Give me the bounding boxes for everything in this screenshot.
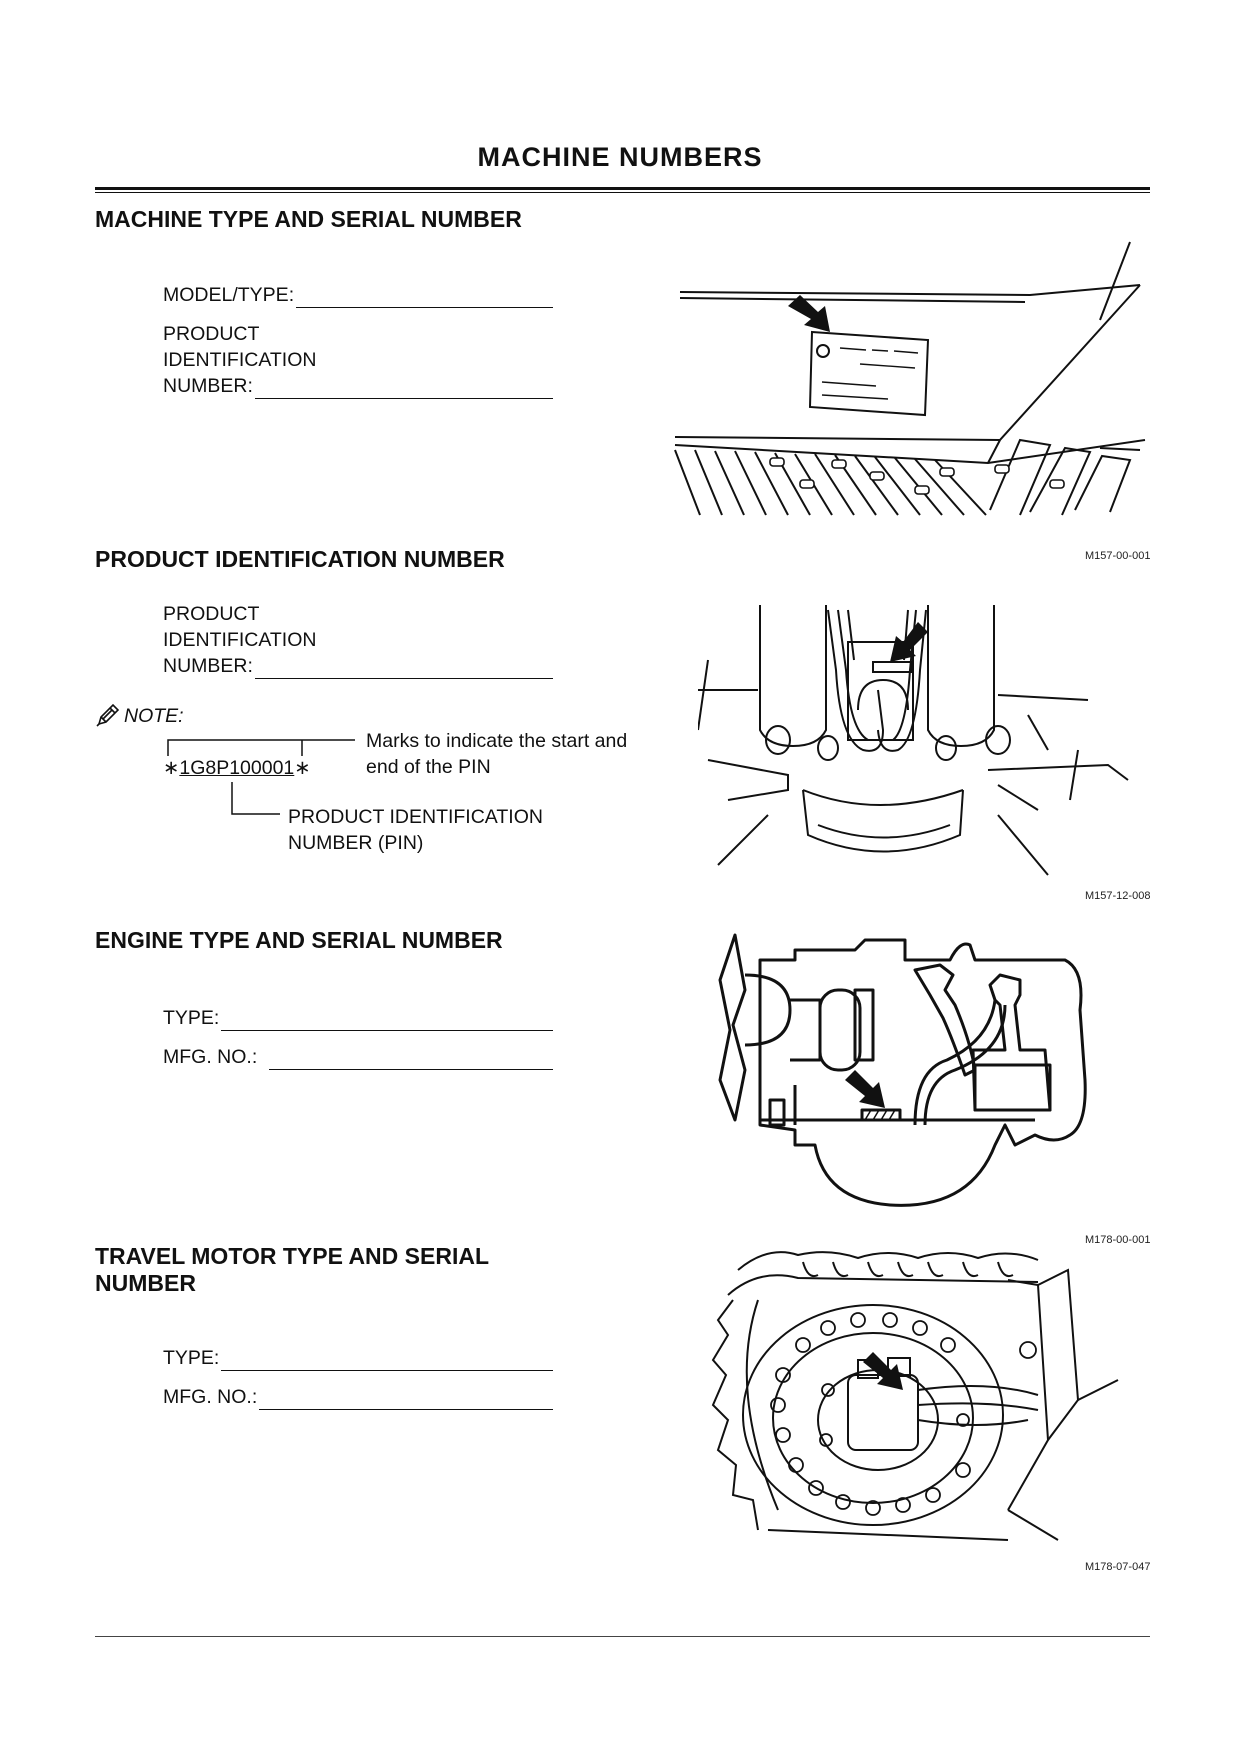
motor-mfg-field[interactable] <box>163 1384 553 1410</box>
section-heading-engine: ENGINE TYPE AND SERIAL NUMBER <box>95 927 503 953</box>
page-title: MACHINE NUMBERS <box>477 142 763 172</box>
pin-example-value: 1G8P100001 <box>179 757 295 779</box>
motor-type-blank[interactable] <box>221 1350 553 1371</box>
figure-engine <box>715 930 1095 1220</box>
figure-travel-motor <box>708 1240 1123 1550</box>
figure-code-3: M178-00-001 <box>1085 1234 1151 1246</box>
pin-label-line-3: NUMBER: <box>163 375 253 397</box>
pin2-label-line-1: PRODUCT <box>163 603 260 625</box>
motor-type-field[interactable] <box>163 1345 553 1371</box>
arrow-icon <box>845 1070 885 1108</box>
motor-mfg-label: MFG. NO.: <box>163 1386 258 1408</box>
model-type-blank[interactable] <box>296 287 553 308</box>
pin-blank[interactable] <box>255 378 553 399</box>
model-type-label: MODEL/TYPE: <box>163 284 295 306</box>
header-rule-thin <box>95 192 1150 193</box>
pin-start-mark: ∗ <box>163 757 180 779</box>
pin-label-line-2: IDENTIFICATION <box>163 349 317 371</box>
engine-type-blank[interactable] <box>221 1010 553 1031</box>
engine-mfg-blank[interactable] <box>269 1049 553 1070</box>
figure-code-2: M157-12-008 <box>1085 890 1151 902</box>
pin-end-mark: ∗ <box>294 757 311 779</box>
figure-pin-location <box>698 600 1138 880</box>
pin-label-line-1: PRODUCT <box>163 323 260 345</box>
pencil-note-icon <box>95 702 121 728</box>
pin-example <box>163 756 311 780</box>
marks-text-line-1: Marks to indicate the start and <box>366 730 628 752</box>
pin2-label-line-3: NUMBER: <box>163 655 253 677</box>
section-heading-pin: PRODUCT IDENTIFICATION NUMBER <box>95 546 505 572</box>
pin2-field[interactable] <box>163 653 553 679</box>
engine-type-label: TYPE: <box>163 1007 220 1029</box>
section-heading-travel-motor-2: NUMBER <box>95 1270 196 1296</box>
pin-caption-line-1: PRODUCT IDENTIFICATION <box>288 806 543 828</box>
engine-mfg-label: MFG. NO.: <box>163 1046 258 1068</box>
marks-text-line-2: end of the PIN <box>366 756 491 778</box>
section-heading-machine-type: MACHINE TYPE AND SERIAL NUMBER <box>95 206 522 232</box>
motor-mfg-blank[interactable] <box>259 1389 553 1410</box>
engine-mfg-field[interactable] <box>163 1044 553 1070</box>
motor-type-label: TYPE: <box>163 1347 220 1369</box>
section-heading-travel-motor-1: TRAVEL MOTOR TYPE AND SERIAL <box>95 1243 490 1269</box>
note-label: NOTE: <box>124 705 184 727</box>
pin-caption-line-2: NUMBER (PIN) <box>288 832 424 854</box>
pin2-label-line-2: IDENTIFICATION <box>163 629 317 651</box>
figure-nameplate-location <box>670 240 1150 520</box>
model-type-field[interactable] <box>163 282 553 308</box>
figure-code-4: M178-07-047 <box>1085 1561 1151 1573</box>
pin2-blank[interactable] <box>255 658 553 679</box>
pin-field[interactable] <box>163 373 553 399</box>
header-rule <box>95 187 1150 190</box>
footer-rule <box>95 1636 1150 1637</box>
engine-type-field[interactable] <box>163 1005 553 1031</box>
figure-code-1: M157-00-001 <box>1085 550 1151 562</box>
